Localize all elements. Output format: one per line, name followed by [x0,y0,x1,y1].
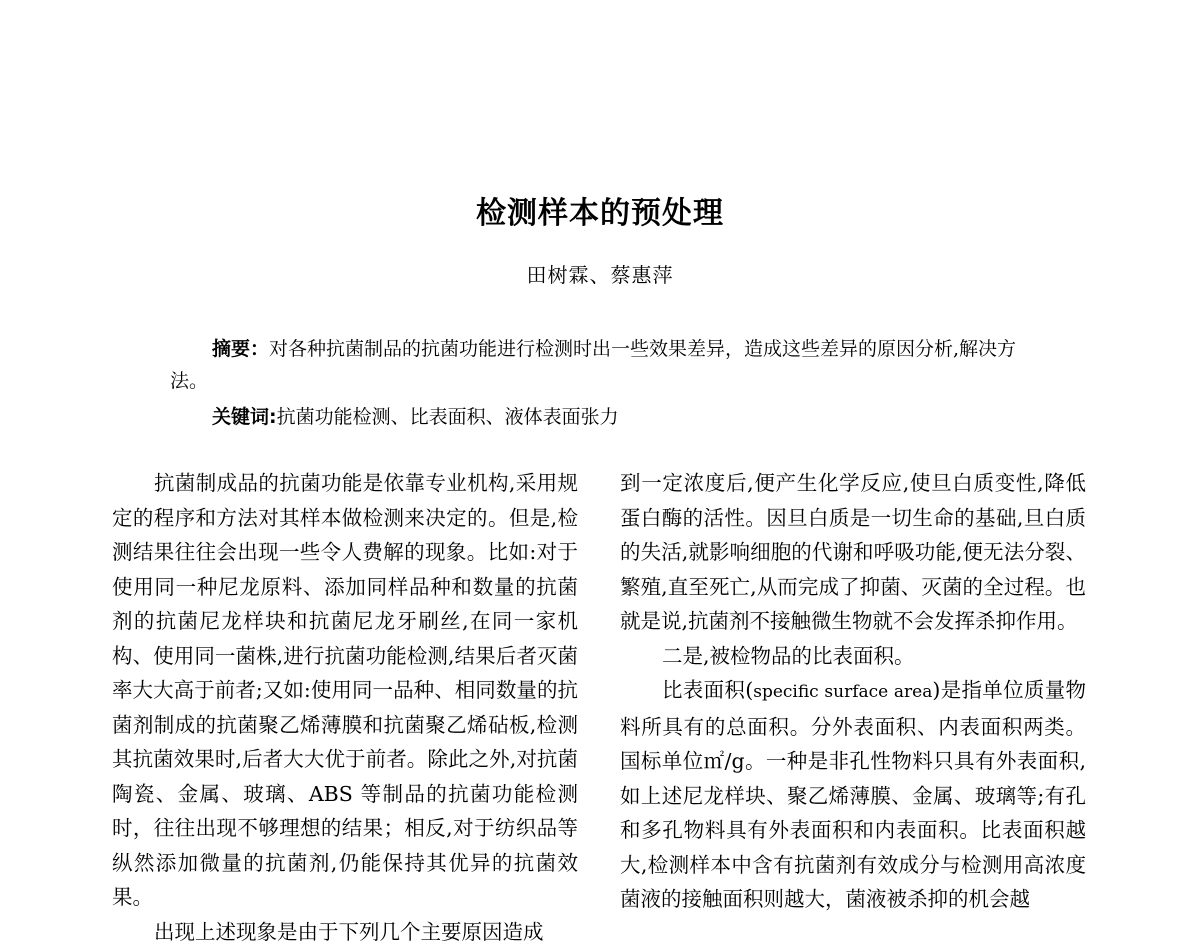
abstract-label: 摘要： [212,338,270,360]
abstract-text [170,333,1050,397]
abstract-body: 对各种抗菌制品的抗菌功能进行检测时出一些效果差异，造成这些差异的原因分析,解决方法。 [170,338,1017,392]
right-paragraph-3 [620,673,1086,917]
left-paragraph-2: 出现上述现象是由于下列几个主要原因造成 [154,919,544,944]
left-paragraph-1: 抗菌制成品的抗菌功能是依靠专业机构,采用规定的程序和方法对其样本做检测来决定的。但是,检测结果往往会出现一些令人费解的现象。比如:对于使用同一种尼龙原料、添加同样品种和数量的抗菌剂的抗菌尼龙样块和抗菌尼龙牙刷丝,在同一家机构、使用同一菌株,进行抗菌功能检测,结果后者灭菌率大大高于前者;又如:使用同一品种、相同数量的抗菌剂制成的抗菌聚乙烯薄膜和抗菌聚乙烯砧板,检测其抗菌效果时,后者大大优于前者。除此之外,对抗菌陶瓷、金属、玻璃、ABS 等制品的抗菌功能检测时，往往出现不够理想的结果；相反,对于纺织品等纵然添加微量的抗菌剂,仍能保持其优异的抗菌效果。 [112,471,578,909]
paper-title: 检测样本的预处理 [476,196,724,232]
keywords-label: 关键词: [212,406,277,428]
abstract [170,333,1050,397]
keywords [212,401,619,433]
right-paragraph-3-rest: )是指单位质量物料所具有的总面积。分外表面积、内表面积两类。国标单位㎡/g。一种是非孔性物料只具有外表面积,如上述尼龙样块、聚乙烯薄膜、金属、玻璃等;有孔和多孔物料具有外表面积和内表面积。比表面积越大,检测样本中含有抗菌剂有效成分与检测用高浓度菌液的接触面积则越大，菌液被杀抑的机会越 [620,678,1087,911]
keywords-body: 抗菌功能检测、比表面积、液体表面张力 [276,406,619,428]
right-paragraph-1: 到一定浓度后,便产生化学反应,使旦白质变性,降低蛋白酶的活性。因旦白质是一切生命的基础,旦白质的失活,就影响细胞的代谢和呼吸功能,便无法分裂、繁殖,直至死亡,从而完成了抑菌、灭菌的全过程。也就是说,抗菌剂不接触微生物就不会发挥杀抑作用。 [620,471,1086,633]
right-paragraph-3-start: 比表面积( [662,678,754,702]
left-column [112,466,578,949]
authors: 田树霖、蔡惠萍 [526,263,674,287]
right-paragraph-2: 二是,被检物品的比表面积。 [662,643,915,668]
right-column [620,466,1086,917]
english-term: specific surface area [753,682,933,702]
